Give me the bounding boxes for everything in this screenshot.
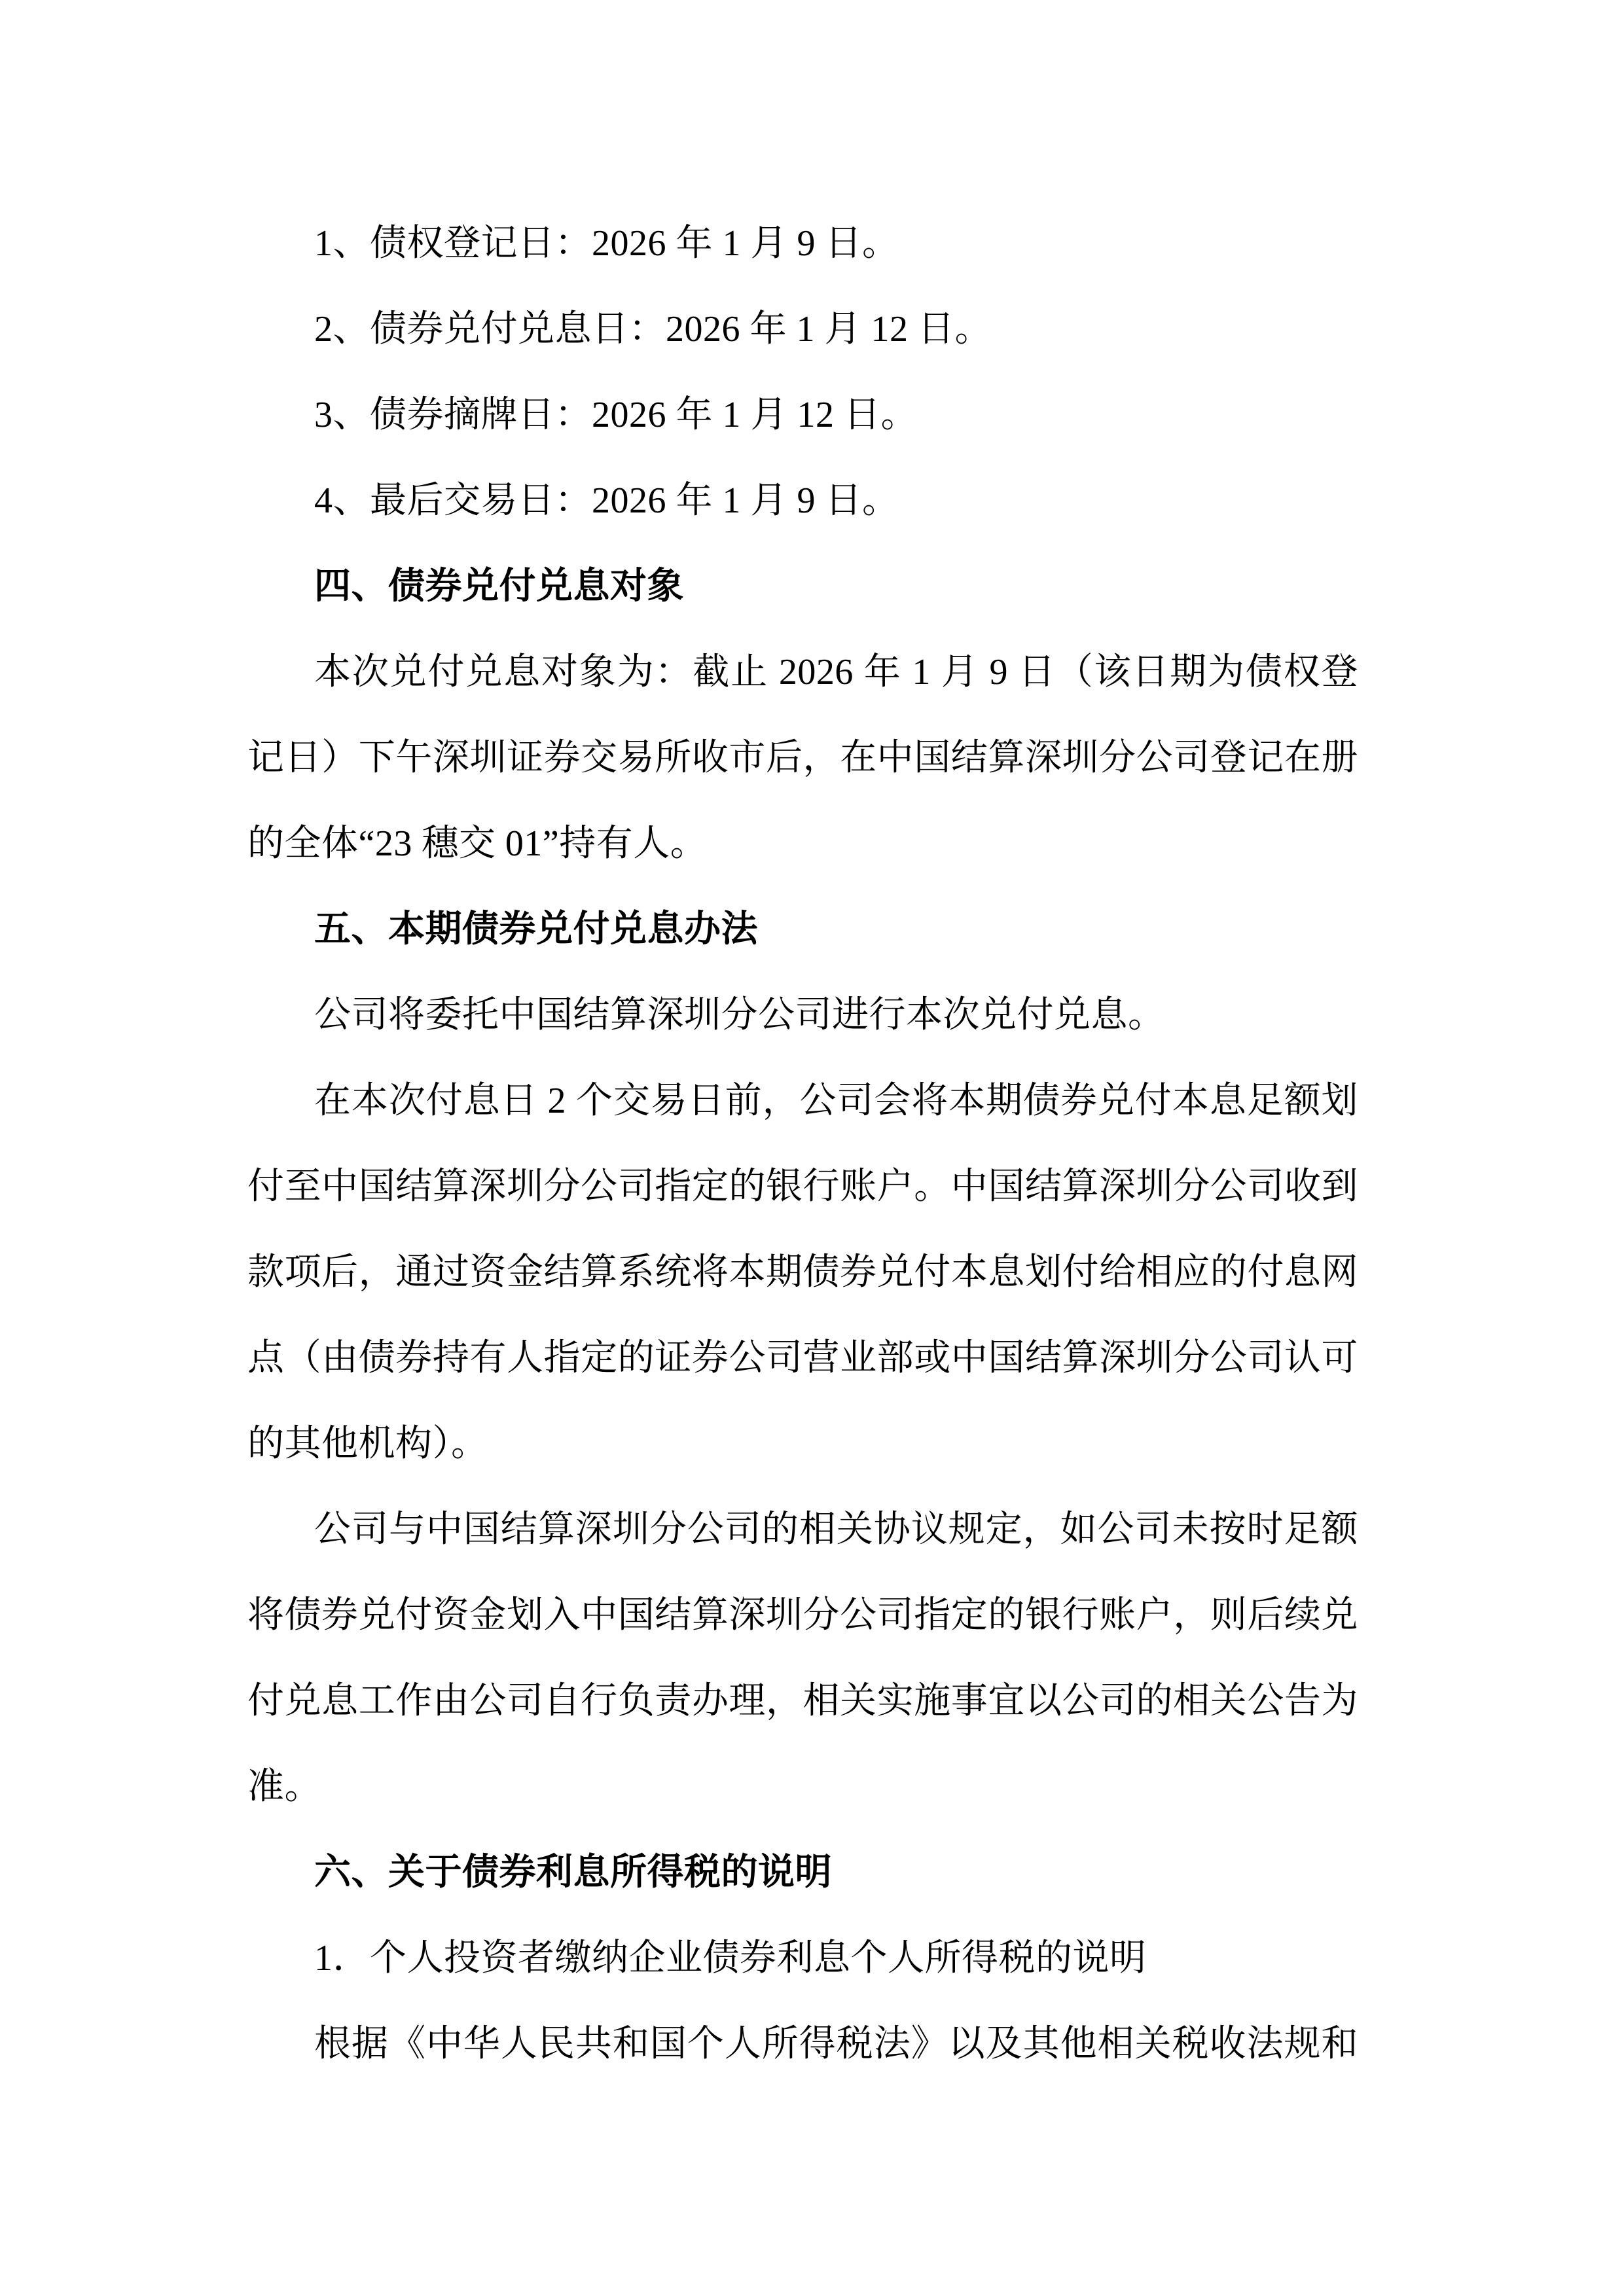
document-body [247, 201, 1358, 2087]
list-item-last-trading-date: 4、最后交易日：2026 年 1 月 9 日。 [314, 480, 899, 521]
list-item-delisting-date: 3、债券摘牌日：2026 年 1 月 12 日。 [314, 395, 918, 435]
paragraph-line: 的全体“23 穗交 01”持有人。 [247, 823, 708, 864]
section-heading-4: 四、债券兑付兑息对象 [314, 566, 684, 607]
paragraph-line: 本次兑付兑息对象为：截止 2026 年 1 月 9 日（该日期为债权登 [314, 652, 1358, 692]
list-item-redemption-interest-date: 2、债券兑付兑息日：2026 年 1 月 12 日。 [314, 309, 992, 350]
paragraph-line: 1．个人投资者缴纳企业债券利息个人所得税的说明 [314, 1938, 1147, 1979]
section-heading-6: 六、关于债券利息所得税的说明 [314, 1852, 832, 1893]
paragraph-line: 根据《中华人民共和国个人所得税法》以及其他相关税收法规和 [314, 2024, 1358, 2064]
paragraph-line: 付至中国结算深圳分公司指定的银行账户。中国结算深圳分公司收到 [247, 1166, 1358, 1207]
paragraph-line: 在本次付息日 2 个交易日前，公司会将本期债券兑付本息足额划 [314, 1081, 1358, 1121]
paragraph-line: 款项后，通过资金结算系统将本期债券兑付本息划付给相应的付息网 [247, 1252, 1358, 1293]
paragraph-line: 准。 [247, 1767, 321, 1807]
paragraph-line: 付兑息工作由公司自行负责办理，相关实施事宜以公司的相关公告为 [247, 1681, 1358, 1721]
paragraph-line: 公司与中国结算深圳分公司的相关协议规定，如公司未按时足额 [314, 1509, 1358, 1550]
paragraph-line: 将债券兑付资金划入中国结算深圳分公司指定的银行账户，则后续兑 [247, 1595, 1358, 1636]
list-item-claim-registration-date: 1、债权登记日：2026 年 1 月 9 日。 [314, 223, 899, 264]
paragraph-line: 记日）下午深圳证券交易所收市后，在中国结算深圳分公司登记在册 [247, 738, 1358, 778]
paragraph-line: 的其他机构）。 [247, 1424, 488, 1464]
paragraph-line: 公司将委托中国结算深圳分公司进行本次兑付兑息。 [314, 995, 1165, 1035]
section-heading-5: 五、本期债券兑付兑息办法 [314, 909, 758, 950]
paragraph-line: 点（由债券持有人指定的证券公司营业部或中国结算深圳分公司认可 [247, 1338, 1358, 1378]
